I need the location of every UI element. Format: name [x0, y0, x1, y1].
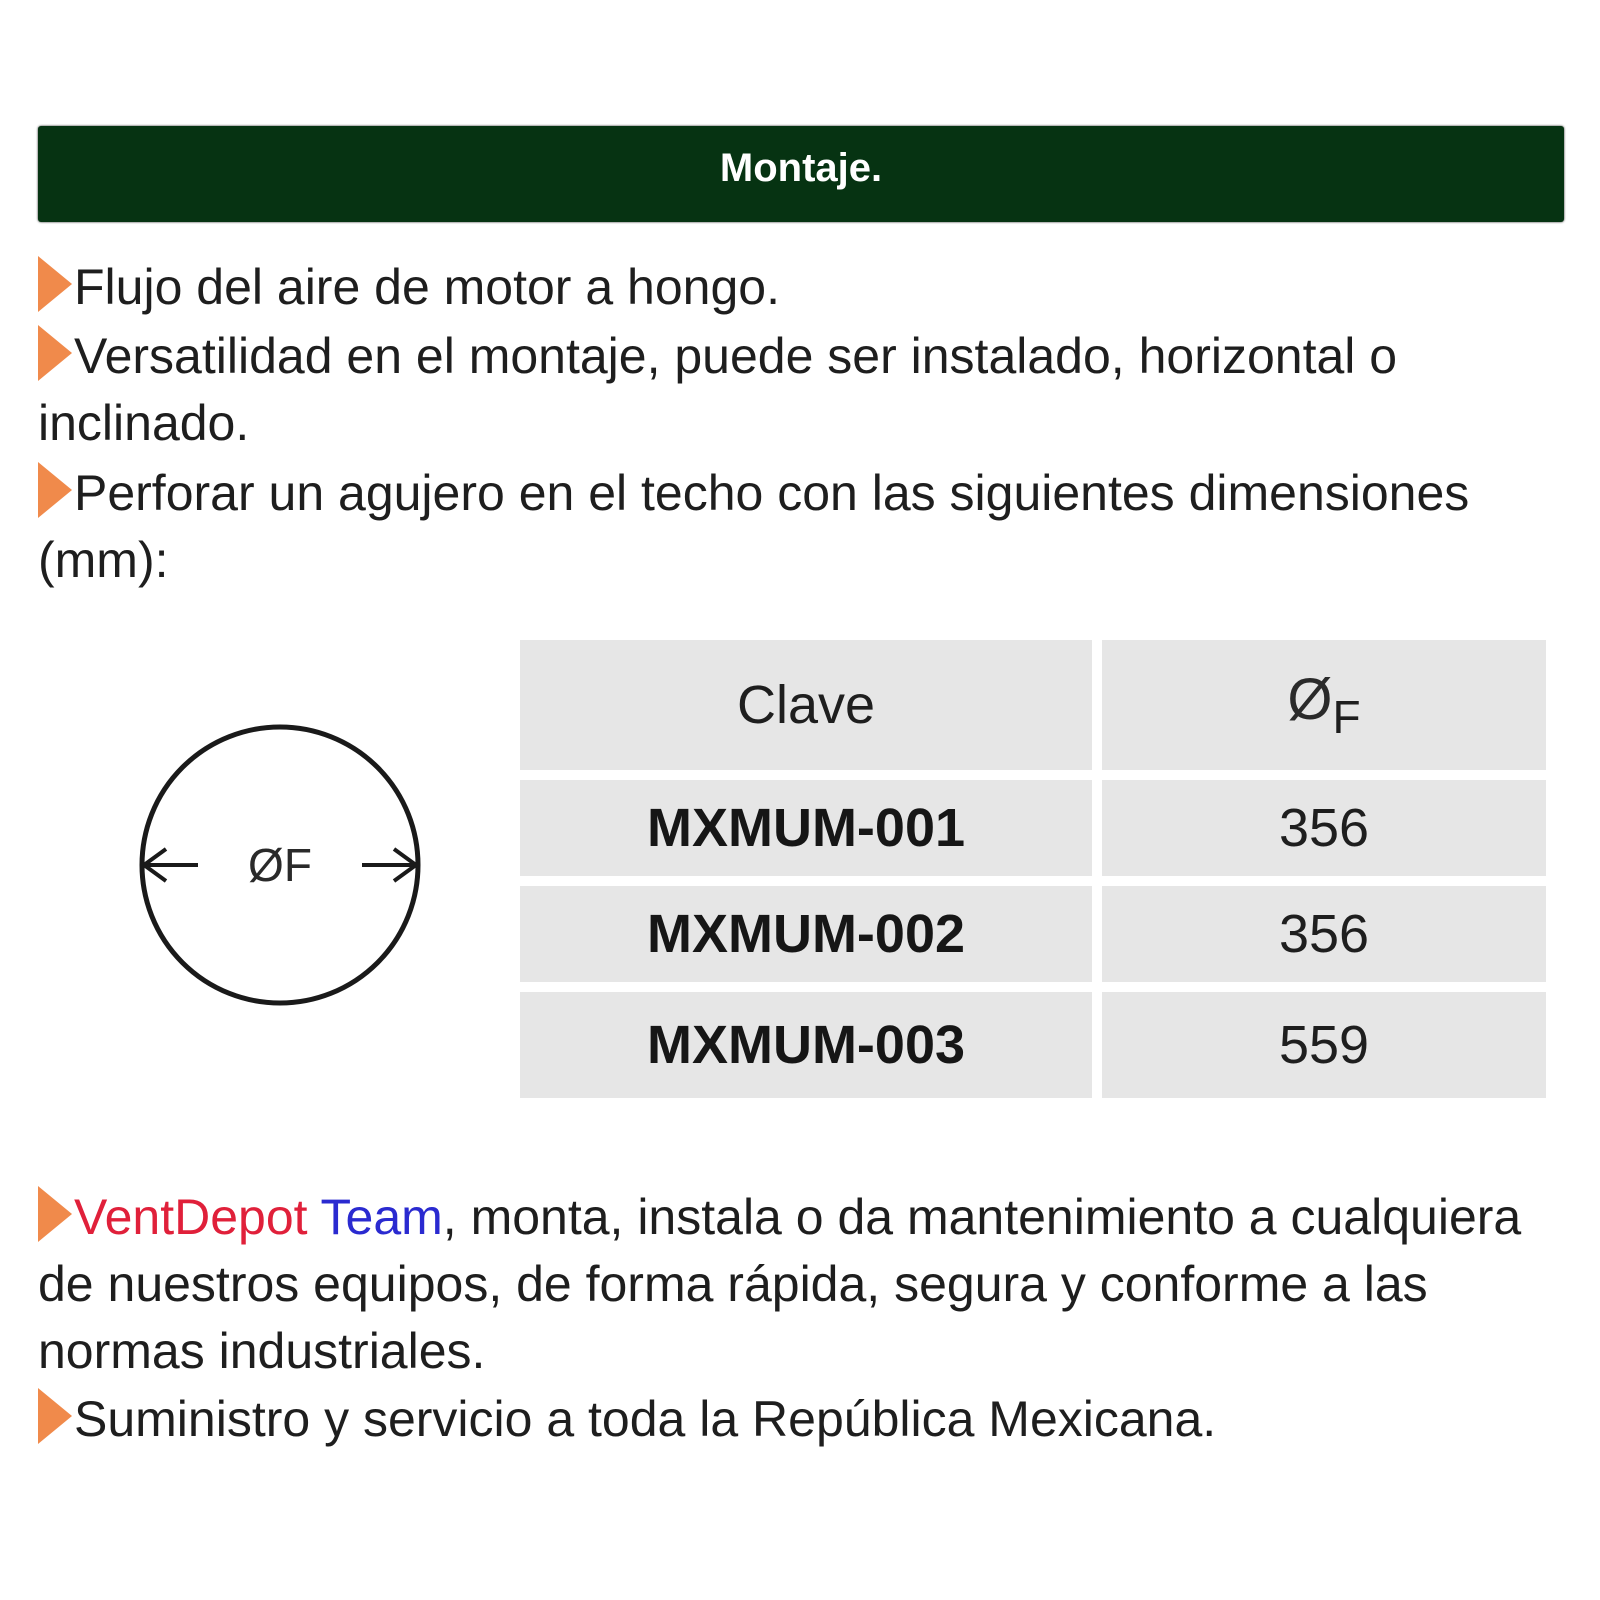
diameter-value: 356 [1102, 780, 1546, 876]
brand-name-ventdepot: VentDepot [74, 1189, 308, 1245]
product-code: MXMUM-003 [520, 992, 1092, 1098]
right-arrow-icon [362, 849, 416, 881]
table-header-row [520, 640, 1546, 770]
table-row [520, 780, 1546, 876]
section-title: Montaje. [719, 145, 883, 190]
section-header [38, 126, 1564, 222]
bullet-text: Suministro y servicio a toda la República Mexicana. [74, 1391, 1217, 1447]
diameter-symbol-icon: Ø [1287, 667, 1333, 732]
header-diameter [1102, 640, 1546, 770]
diameter-label: ØF [248, 839, 312, 891]
bullet-text: , monta, instala o da mantenimiento a cualquiera de nuestros equipos, de forma rápida, segura y conforme a las normas industriales. [38, 1189, 1522, 1379]
diameter-value: 559 [1102, 992, 1546, 1098]
diameter-letter: F [1332, 691, 1361, 743]
bullet-item-service [38, 1184, 1558, 1385]
diameter-value: 356 [1102, 886, 1546, 982]
bullet-text: Flujo del aire de motor a hongo. [74, 259, 780, 315]
bullet-text: Versatilidad en el montaje, puede ser instalado, horizontal o inclinado. [38, 328, 1398, 451]
bullet-item-airflow [38, 254, 1558, 321]
table-row [520, 992, 1546, 1098]
bullet-arrow-icon [38, 462, 72, 518]
bullet-arrow-icon [38, 1388, 72, 1444]
bullet-item-coverage [38, 1386, 1558, 1453]
bullet-arrow-icon [38, 1186, 72, 1242]
product-code: MXMUM-001 [520, 780, 1092, 876]
table-row [520, 886, 1546, 982]
hole-diameter-diagram [120, 715, 440, 1015]
bullet-item-drill [38, 460, 1558, 594]
bullet-arrow-icon [38, 256, 72, 312]
header-clave: Clave [520, 640, 1092, 770]
brand-name-team: Team [320, 1189, 443, 1245]
bullet-text: Perforar un agujero en el techo con las siguientes dimensiones (mm): [38, 465, 1470, 588]
product-code: MXMUM-002 [520, 886, 1092, 982]
bullet-item-versatility [38, 323, 1558, 457]
dimensions-table [510, 630, 1556, 1108]
left-arrow-icon [144, 849, 198, 881]
bullet-arrow-icon [38, 325, 72, 381]
